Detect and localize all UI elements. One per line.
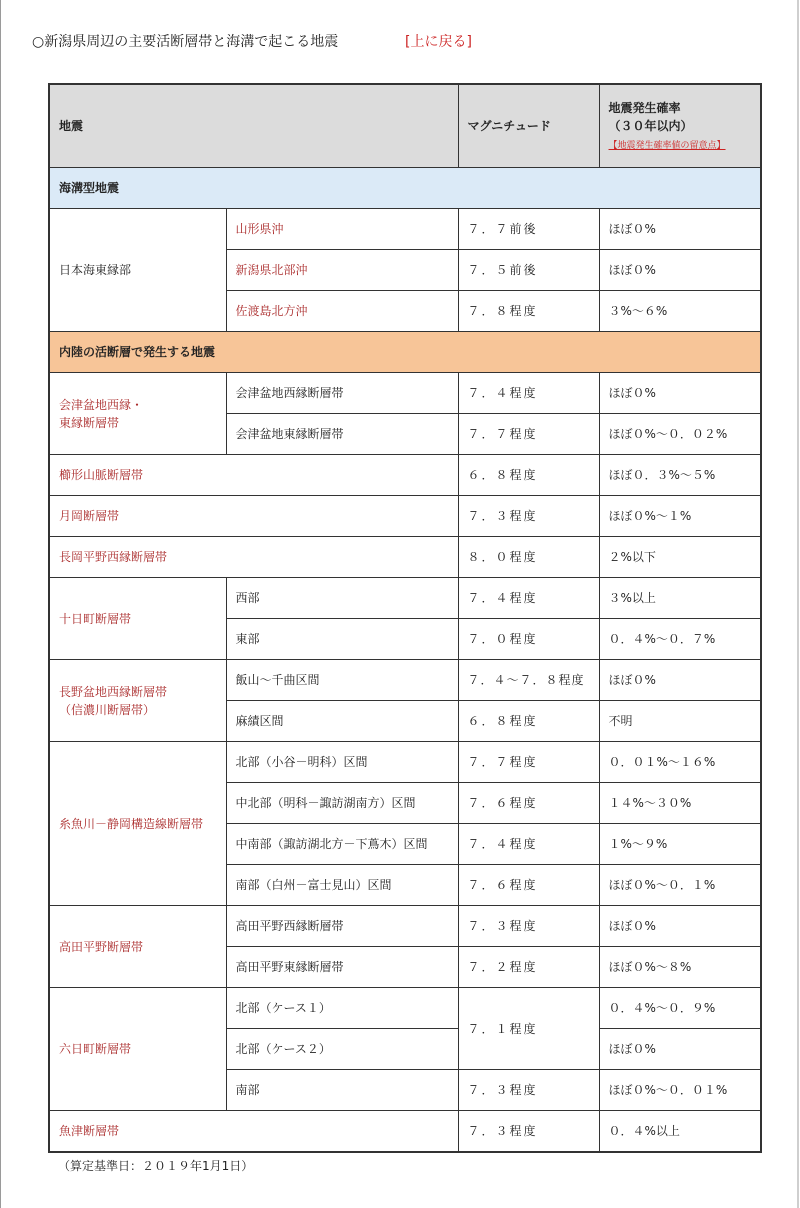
area-cell: 北部（ケース１） [226, 988, 458, 1029]
probability-cell: ２%以下 [599, 537, 761, 578]
probability-cell: ３%以上 [599, 578, 761, 619]
table-row [49, 578, 761, 619]
table-row [49, 209, 761, 250]
area-cell: 高田平野西縁断層帯 [226, 906, 458, 947]
probability-cell: ０．４%～０．７% [599, 619, 761, 660]
group-link[interactable]: 十日町断層帯 [49, 578, 226, 660]
magnitude-cell: ７．８程度 [458, 291, 599, 332]
area-cell: 麻績区間 [226, 701, 458, 742]
group-link[interactable]: 糸魚川－静岡構造線断層帯 [49, 742, 226, 906]
probability-cell: ほぼ０% [599, 906, 761, 947]
table-row [49, 742, 761, 783]
magnitude-cell: ７．２程度 [458, 947, 599, 988]
table-row [49, 537, 761, 578]
page-frame-right [797, 0, 799, 1208]
probability-cell: 不明 [599, 701, 761, 742]
table-row [49, 496, 761, 537]
magnitude-cell: ７．０程度 [458, 619, 599, 660]
magnitude-cell: ７．４程度 [458, 373, 599, 414]
band-inland-fault-quakes [49, 332, 761, 373]
magnitude-cell: ７．３程度 [458, 1111, 599, 1153]
probability-notes-link[interactable]: 【地震発生確率値の留意点】 [608, 141, 726, 151]
group-link[interactable]: 六日町断層帯 [49, 988, 226, 1111]
magnitude-cell: ７．３程度 [458, 496, 599, 537]
magnitude-cell: ７．５前後 [458, 250, 599, 291]
table-row [49, 660, 761, 701]
magnitude-cell: ７．３程度 [458, 906, 599, 947]
probability-cell: ほぼ０%～０．０２% [599, 414, 761, 455]
table-row [49, 455, 761, 496]
area-cell: 南部 [226, 1070, 458, 1111]
back-to-top-link[interactable]: [上に戻る] [405, 34, 472, 50]
area-cell: 北部（小谷－明科）区間 [226, 742, 458, 783]
group-line: 東縁断層帯 [59, 415, 120, 430]
area-cell: 飯山～千曲区間 [226, 660, 458, 701]
magnitude-cell: ８．０程度 [458, 537, 599, 578]
magnitude-cell: ７．４程度 [458, 578, 599, 619]
area-link[interactable]: 山形県沖 [226, 209, 458, 250]
calculation-date-note: （算定基準日：２０１９年1月1日） [58, 1159, 254, 1173]
header-probability-sub: （３０年以内） [608, 119, 693, 133]
fault-link[interactable]: 長岡平野西縁断層帯 [49, 537, 458, 578]
header-probability [599, 84, 761, 168]
probability-cell: ほぼ０% [599, 250, 761, 291]
probability-cell: ３%～６% [599, 291, 761, 332]
magnitude-cell: ７．３程度 [458, 1070, 599, 1111]
group-line: 会津盆地西縁・ [59, 397, 144, 412]
magnitude-cell: ７．４～７．８程度 [458, 660, 599, 701]
earthquake-probability-table [48, 83, 762, 1153]
area-cell: 西部 [226, 578, 458, 619]
area-cell: 南部（白州－富士見山）区間 [226, 865, 458, 906]
probability-cell: ほぼ０%～０．１% [599, 865, 761, 906]
fault-link[interactable]: 魚津断層帯 [49, 1111, 458, 1153]
probability-cell: ほぼ０．３%～５% [599, 455, 761, 496]
band-label: 内陸の活断層で発生する地震 [49, 332, 761, 373]
area-cell: 会津盆地西縁断層帯 [226, 373, 458, 414]
group-line: （信濃川断層帯） [59, 702, 156, 717]
probability-cell: ０．４%以上 [599, 1111, 761, 1153]
probability-cell: １４%～３０% [599, 783, 761, 824]
magnitude-cell: ７．６程度 [458, 865, 599, 906]
magnitude-cell: ７．６程度 [458, 783, 599, 824]
magnitude-cell: ７．７程度 [458, 414, 599, 455]
area-cell: 北部（ケース２） [226, 1029, 458, 1070]
header-magnitude: マグニチュード [458, 84, 599, 168]
area-cell: 中北部（明科－諏訪湖南方）区間 [226, 783, 458, 824]
probability-cell: ほぼ０%～８% [599, 947, 761, 988]
area-cell: 中南部（諏訪湖北方－下蔦木）区間 [226, 824, 458, 865]
header-quake: 地震 [49, 84, 458, 168]
table-row [49, 373, 761, 414]
magnitude-cell: ７．１程度 [458, 988, 599, 1070]
table-header-row [49, 84, 761, 168]
header-probability-title: 地震発生確率 [608, 101, 681, 115]
probability-cell: ほぼ０% [599, 1029, 761, 1070]
fault-link[interactable]: 月岡断層帯 [49, 496, 458, 537]
magnitude-cell: ７．７前後 [458, 209, 599, 250]
magnitude-cell: ６．８程度 [458, 701, 599, 742]
band-trench-quakes [49, 168, 761, 209]
area-link[interactable]: 佐渡島北方沖 [226, 291, 458, 332]
area-cell: 高田平野東縁断層帯 [226, 947, 458, 988]
probability-cell: ほぼ０%～０．０１% [599, 1070, 761, 1111]
table-row [49, 906, 761, 947]
page-title: ○新潟県周辺の主要活断層帯と海溝で起こる地震 [32, 34, 339, 50]
magnitude-cell: ６．８程度 [458, 455, 599, 496]
probability-cell: ほぼ０% [599, 660, 761, 701]
fault-link[interactable]: 櫛形山脈断層帯 [49, 455, 458, 496]
probability-cell: ほぼ０%～１% [599, 496, 761, 537]
table-row [49, 1111, 761, 1153]
table-row [49, 988, 761, 1029]
magnitude-cell: ７．７程度 [458, 742, 599, 783]
group-name: 日本海東縁部 [49, 209, 226, 332]
probability-cell: １%～９% [599, 824, 761, 865]
probability-cell: ０．０１%～１６% [599, 742, 761, 783]
group-link-aizu[interactable] [49, 373, 226, 455]
area-cell: 会津盆地東縁断層帯 [226, 414, 458, 455]
group-line: 長野盆地西縁断層帯 [59, 684, 168, 699]
probability-cell: ほぼ０% [599, 209, 761, 250]
group-link-nagano[interactable] [49, 660, 226, 742]
area-cell: 東部 [226, 619, 458, 660]
probability-cell: ０．４%～０．９% [599, 988, 761, 1029]
magnitude-cell: ７．４程度 [458, 824, 599, 865]
band-label: 海溝型地震 [49, 168, 761, 209]
page-frame-left [0, 0, 1, 1208]
probability-cell: ほぼ０% [599, 373, 761, 414]
group-link[interactable]: 高田平野断層帯 [49, 906, 226, 988]
area-link[interactable]: 新潟県北部沖 [226, 250, 458, 291]
